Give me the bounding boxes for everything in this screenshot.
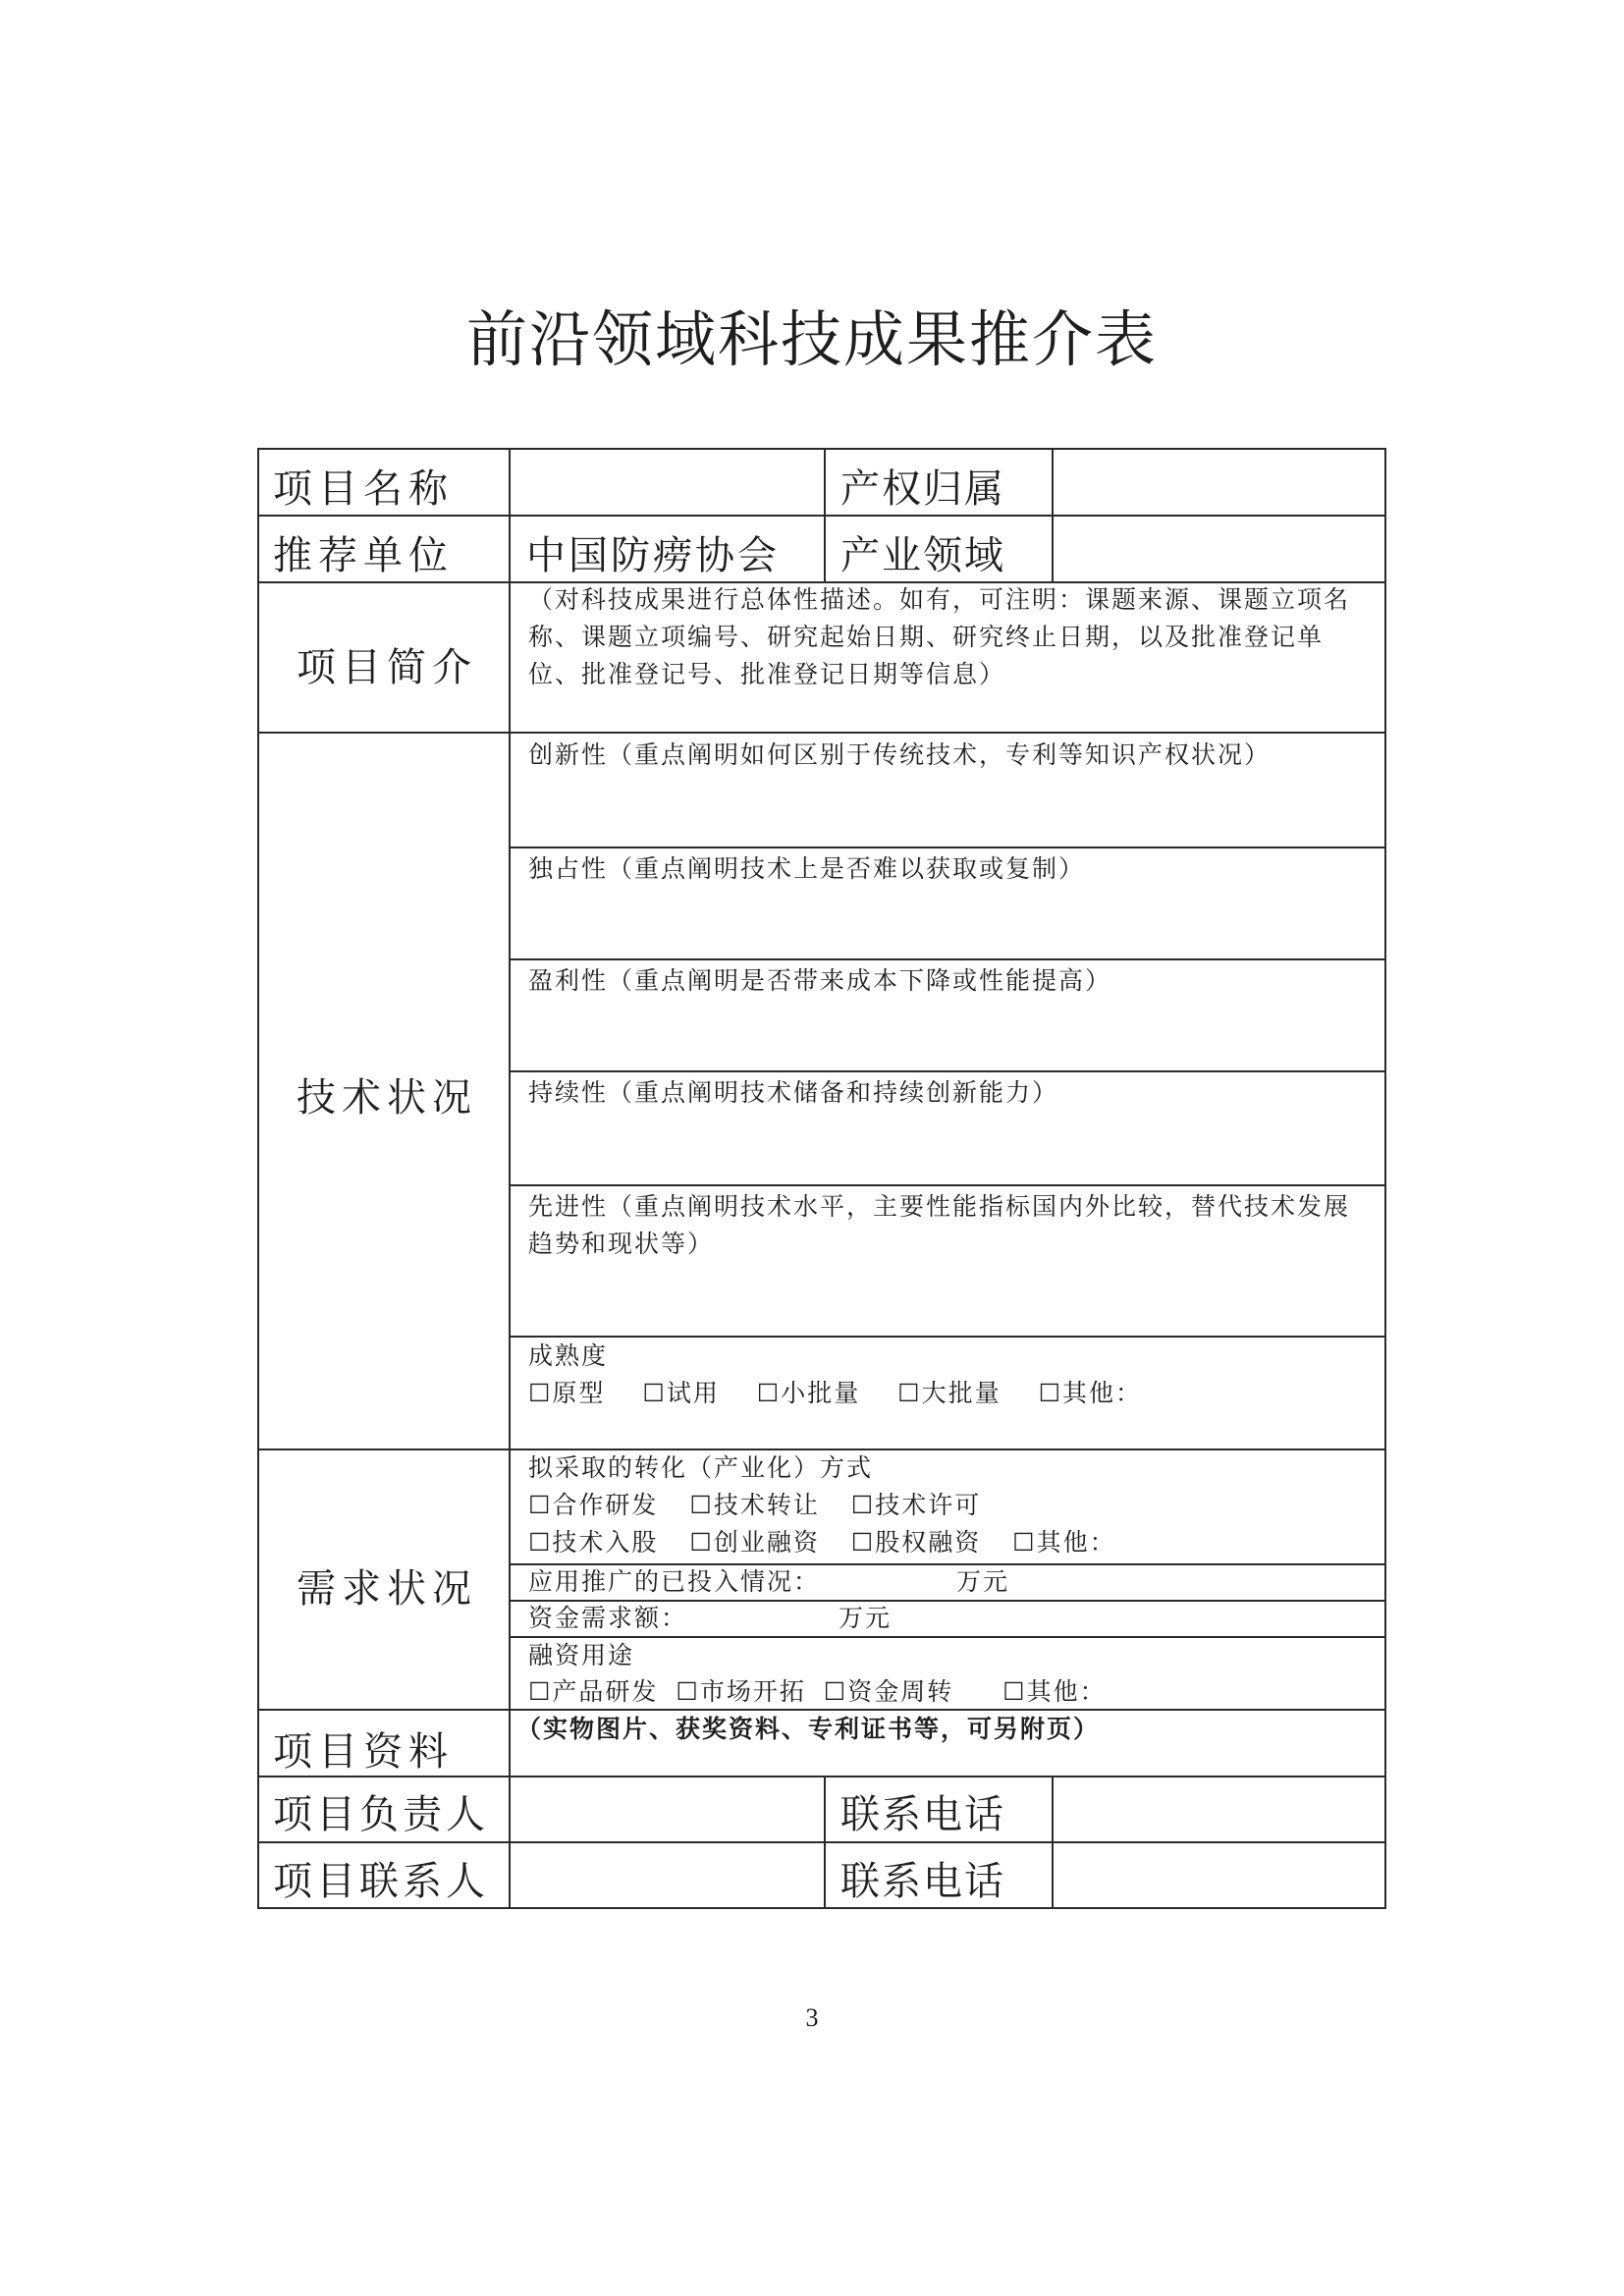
maturity-option[interactable]: ☐小批量 [756,1379,861,1407]
tech-status-label: 技术状况 [297,1075,477,1121]
checkbox-icon[interactable]: ☐ [528,1379,553,1407]
project-contact-label: 项目联系人 [273,1859,489,1904]
checkbox-icon[interactable]: ☐ [1002,1677,1027,1706]
transfer-option[interactable]: ☐技术入股 [528,1528,659,1557]
recommender-field[interactable]: 中国防痨协会 [526,533,780,578]
sub-row-divider [509,958,1384,960]
phone2-label: 联系电话 [840,1859,1005,1904]
transfer-option[interactable]: ☐技术许可 [850,1491,982,1519]
project-leader-label: 项目负责人 [273,1792,489,1837]
industry-field[interactable] [1066,524,1380,575]
maturity-option[interactable]: ☐试用 [642,1379,720,1407]
phone1-label: 联系电话 [840,1792,1005,1837]
materials-hint: （实物图片、获奖资料、专利证书等，可另附页） [516,1715,1101,1743]
funding-label: 资金需求额： [528,1604,688,1632]
sub-row-divider [509,1336,1384,1338]
checkbox-icon[interactable]: ☐ [528,1528,553,1557]
checkbox-icon[interactable]: ☐ [642,1379,667,1407]
demand-status-label: 需求状况 [297,1566,477,1612]
ip-owner-field[interactable] [1066,458,1380,509]
column-divider [824,1776,826,1907]
invested-label: 应用推广的已投入情况： [528,1567,821,1596]
materials-label: 项目资料 [273,1729,454,1775]
checkbox-icon[interactable]: ☐ [823,1677,848,1706]
advancement-hint: 先进性（重点阐明技术水平，主要性能指标国内外比较，替代技术发展趋势和现状等） [528,1192,1351,1258]
column-divider [1052,1776,1054,1907]
checkbox-icon[interactable]: ☐ [756,1379,782,1407]
column-divider [824,450,826,581]
checkbox-icon[interactable]: ☐ [850,1528,876,1557]
phone2-field[interactable] [1066,1850,1380,1901]
project-leader-field[interactable] [522,1783,817,1834]
row-divider [259,515,1384,517]
checkbox-icon[interactable]: ☐ [528,1491,553,1519]
page-number: 3 [805,2003,819,2032]
transfer-options-row2 [528,1524,1116,1561]
form-title: 前沿领域科技成果推介表 [465,303,1158,375]
sub-row-divider [509,1184,1384,1186]
usage-option[interactable]: ☐市场开拓 [676,1677,806,1706]
ip-owner-label: 产权归属 [840,466,1005,512]
checkbox-icon[interactable]: ☐ [528,1677,553,1706]
checkbox-icon[interactable]: ☐ [850,1491,876,1519]
project-name-label: 项目名称 [273,466,454,512]
sustainability-hint: 持续性（重点阐明技术储备和持续创新能力） [528,1078,1059,1107]
sub-row-divider [509,1070,1384,1072]
transfer-option[interactable]: ☐其他： [1012,1528,1116,1557]
column-divider [1052,450,1054,581]
maturity-label: 成熟度 [528,1341,609,1370]
maturity-option[interactable]: ☐原型 [528,1379,606,1407]
project-name-field[interactable] [522,458,817,509]
checkbox-icon[interactable]: ☐ [897,1379,922,1407]
column-divider [509,450,511,1907]
recommendation-form-table [257,448,1386,1909]
transfer-option[interactable]: ☐技术转让 [689,1491,820,1519]
usage-option[interactable]: ☐其他： [1002,1677,1107,1706]
usage-label: 融资用途 [528,1641,635,1669]
funding-unit: 万元 [839,1604,893,1632]
row-divider [259,732,1384,734]
maturity-option[interactable]: ☐大批量 [897,1379,1001,1407]
profitability-hint: 盈利性（重点阐明是否带来成本下降或性能提高） [528,966,1112,995]
checkbox-icon[interactable]: ☐ [676,1677,700,1706]
recommender-label: 推荐单位 [273,533,454,578]
maturity-options [528,1375,1142,1412]
usage-options [528,1673,1107,1711]
transfer-option[interactable]: ☐合作研发 [528,1491,659,1519]
transfer-option[interactable]: ☐创业融资 [689,1528,820,1557]
checkbox-icon[interactable]: ☐ [689,1528,714,1557]
industry-label: 产业领域 [840,533,1005,578]
transfer-options-row1 [528,1487,981,1524]
invested-unit: 万元 [956,1567,1010,1596]
usage-option[interactable]: ☐资金周转 [823,1677,954,1706]
transfer-method-label: 拟采取的转化（产业化）方式 [528,1453,874,1482]
usage-option[interactable]: ☐产品研发 [528,1677,659,1706]
row-divider [259,1841,1384,1843]
summary-hint: （对科技成果进行总体性描述。如有，可注明：课题来源、课题立项名称、课题立项编号、研究起始日期、研究终止日期，以及批准登记单位、批准登记号、批准登记日期等信息） [528,585,1351,688]
innovation-hint: 创新性（重点阐明如何区别于传统技术，专利等知识产权状况） [528,740,1272,769]
sub-row-divider [509,847,1384,848]
exclusivity-hint: 独占性（重点阐明技术上是否难以获取或复制） [528,854,1086,883]
project-contact-field[interactable] [522,1850,817,1901]
checkbox-icon[interactable]: ☐ [1012,1528,1037,1557]
checkbox-icon[interactable]: ☐ [1038,1379,1062,1407]
maturity-option[interactable]: ☐其他： [1038,1379,1142,1407]
transfer-option[interactable]: ☐股权融资 [850,1528,982,1557]
phone1-field[interactable] [1066,1783,1380,1834]
checkbox-icon[interactable]: ☐ [689,1491,714,1519]
summary-label: 项目简介 [297,645,477,690]
